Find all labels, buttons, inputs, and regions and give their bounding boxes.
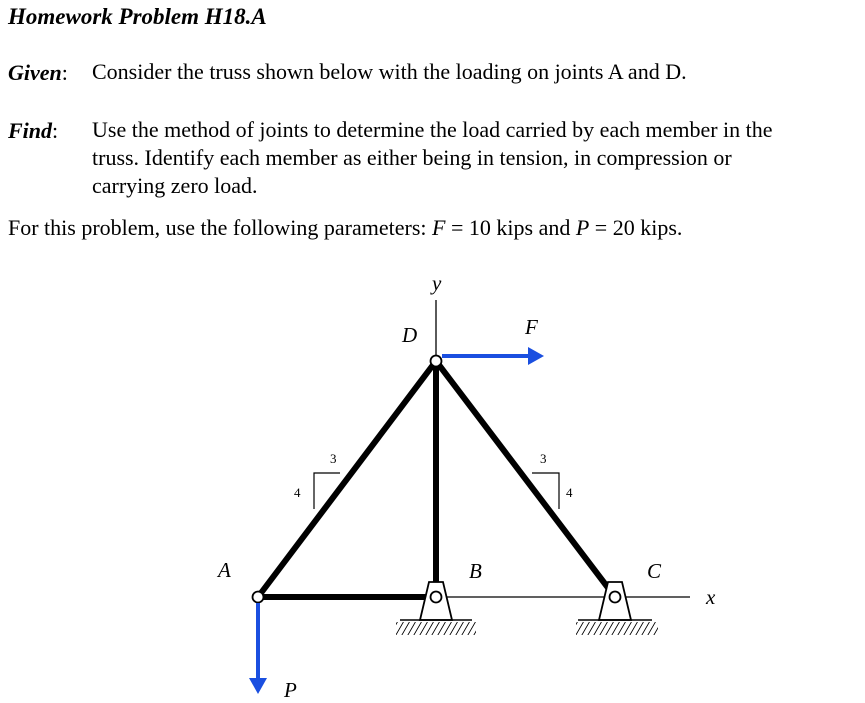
problem-title: Homework Problem H18.A: [8, 4, 267, 29]
find-line-3: carrying zero load.: [92, 173, 258, 198]
joint-D-pin: [431, 356, 442, 367]
member-DC: [436, 361, 615, 597]
force-F-arrow: [442, 347, 544, 365]
x-axis-label: x: [706, 585, 716, 609]
slope-right-rise: 4: [566, 485, 573, 500]
force-P-arrow: [249, 603, 267, 694]
member-AD: [258, 361, 436, 597]
support-C: [576, 582, 658, 635]
given-text: Consider the truss shown below with the loading on joints A and D.: [92, 59, 687, 84]
parameters-line: For this problem, use the following parameters: F = 10 kips and P = 20 kips.: [8, 215, 683, 240]
find-label: Find:: [8, 118, 59, 143]
find-line-1: Use the method of joints to determine the load carried by each member in the: [92, 117, 773, 142]
joint-C-label: C: [647, 559, 662, 583]
joint-A-label: A: [218, 558, 231, 582]
joint-B-label: B: [469, 559, 482, 583]
joint-A-pin: [253, 592, 264, 603]
joint-D-label: D: [402, 323, 418, 347]
slope-right-run: 3: [540, 451, 547, 466]
force-F-label: F: [525, 315, 538, 339]
given-label: Given:: [8, 60, 68, 85]
y-axis-label: y: [432, 271, 442, 295]
force-P-label: P: [284, 678, 297, 702]
support-B: [396, 582, 476, 635]
slope-left-run: 3: [330, 451, 337, 466]
slope-left-rise: 4: [294, 485, 301, 500]
find-line-2: truss. Identify each member as either being in tension, in compression or: [92, 145, 732, 170]
